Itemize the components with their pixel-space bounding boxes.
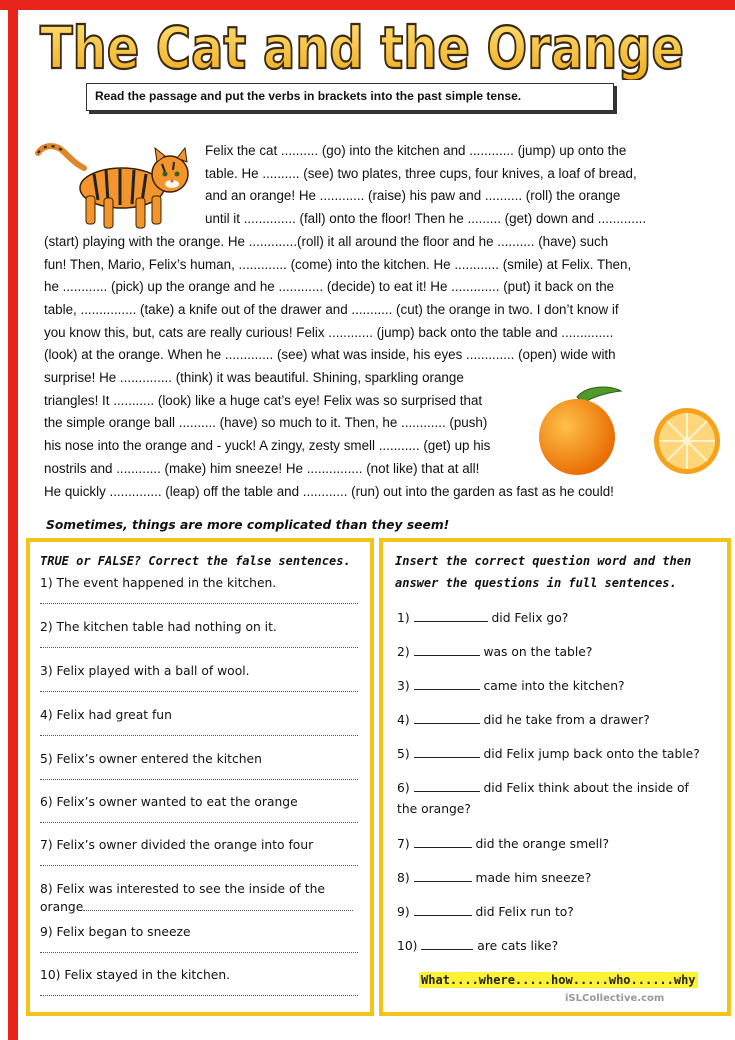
answer-line[interactable] [40,863,358,866]
qw-question: 10) are cats like? [397,939,559,953]
passage-line: surprise! He .............. (think) it was beautiful. Shining, sparkling orange [44,370,464,385]
answer-blank[interactable] [414,713,480,724]
answer-line[interactable] [40,950,358,953]
passage-line: he ............ (pick) up the orange and he ............ (decide) to eat it! He ............. (put) it back on the [44,279,615,295]
qw-question: 6) did Felix think about the inside of the orange? [397,781,689,816]
passage-line: until it .............. (fall) onto the floor! Then he ......... (get) down and ............. [205,211,647,227]
tf-question: 2) The kitchen table had nothing on it. [40,618,360,648]
tf-question: 1) The event happened in the kitchen. [40,574,360,604]
answer-blank[interactable] [414,679,480,690]
svg-text:The Cat and the Orange: The Cat and the Orange [40,14,684,80]
passage-line: fun! Then, Mario, Felix’s human, ............. (come) into the kitchen. He ............ (smile) at Felix. Then, [44,256,632,272]
answer-line[interactable] [40,993,358,996]
qw-question: 4) did he take from a drawer? [397,713,650,727]
answer-blank[interactable] [414,837,472,848]
answer-line[interactable] [40,689,358,692]
tf-question: 6) Felix’s owner wanted to eat the orange [40,793,360,823]
answer-line[interactable] [40,733,358,736]
qw-question: 2) was on the table? [397,645,593,659]
tf-question: 7) Felix’s owner divided the orange into four [40,836,360,866]
answer-blank[interactable] [414,611,488,622]
answer-blank[interactable] [414,747,480,758]
answer-blank[interactable] [421,939,473,950]
instruction-box [86,83,614,111]
cat-illustration [34,138,194,233]
answer-blank[interactable] [414,645,480,656]
passage-line: the simple orange ball .......... (have) so much to it. Then, he ............ (push) [44,415,488,431]
qw-question: 9) did Felix run to? [397,905,574,919]
passage-line: (look) at the orange. When he ............. (see) what was inside, his eyes ............. (open) wide with [44,347,616,363]
passage-line: triangles! It ........... (look) like a huge cat’s eye! Felix was so surprised that [44,392,483,408]
answer-blank[interactable] [414,905,472,916]
true-false-panel [26,538,374,1016]
passage-line: table, ............... (take) a knife out of the drawer and ........... (cut) the orange in two. I don’t know if [44,301,619,317]
passage-line: He quickly .............. (leap) off the table and ............ (run) out into the garden as fast as he could! [44,483,614,499]
passage-line: his nose into the orange and - yuck! A zingy, zesty smell ........... (get) up his [44,438,491,454]
answer-blank[interactable] [414,871,472,882]
answer-line[interactable] [83,900,353,911]
tf-question: 9) Felix began to sneeze [40,923,360,953]
answer-line[interactable] [40,820,358,823]
qw-question: 8) made him sneeze? [397,871,592,885]
tf-question: 5) Felix’s owner entered the kitchen [40,750,360,780]
qw-question: 7) did the orange smell? [397,837,609,851]
passage-line: (start) playing with the orange. He .............(roll) it all around the floor and he .......... (have) such [44,233,609,249]
question-word-heading-2: answer the questions in full sentences. [395,576,677,590]
tf-question: 8) Felix was interested to see the inside of the orange [40,880,360,916]
left-red-border [8,0,18,1040]
answer-line[interactable] [40,645,358,648]
watermark: iSLCollective.com [565,993,665,1004]
qw-question: 1) did Felix go? [397,611,569,625]
orange-illustration [535,385,725,480]
passage-line: Felix the cat .......... (go) into the kitchen and ............ (jump) up onto the [205,143,627,158]
passage-line: and an orange! He ............ (raise) his paw and .......... (roll) the orange [205,188,621,204]
answer-blank[interactable] [414,781,480,792]
true-false-heading: TRUE or FALSE? Correct the false sentences. [40,554,351,568]
question-word-hint: What....where.....how.....who......why [421,973,696,987]
question-word-panel [379,538,731,1016]
subtitle: Sometimes, things are more complicated than they seem! [46,518,450,532]
tf-question: 4) Felix had great fun [40,706,360,736]
worksheet-title [34,8,734,80]
passage-line: table. He .......... (see) two plates, three cups, four knives, a loaf of bread, [205,165,637,181]
passage-line: you know this, but, cats are really curious! Felix ............ (jump) back onto the table and .............. [44,324,614,340]
passage-line: nostrils and ............ (make) him sneeze! He ............... (not like) that at all! [44,460,480,476]
tf-question: 3) Felix played with a ball of wool. [40,662,360,692]
tf-question: 10) Felix stayed in the kitchen. [40,966,360,996]
instruction-text: Read the passage and put the verbs in brackets into the past simple tense. [95,89,522,103]
qw-question: 3) came into the kitchen? [397,679,625,693]
answer-line[interactable] [40,601,358,604]
qw-question: 5) did Felix jump back onto the table? [397,747,700,761]
question-word-heading-1: Insert the correct question word and then [395,554,692,568]
answer-line[interactable] [40,777,358,780]
